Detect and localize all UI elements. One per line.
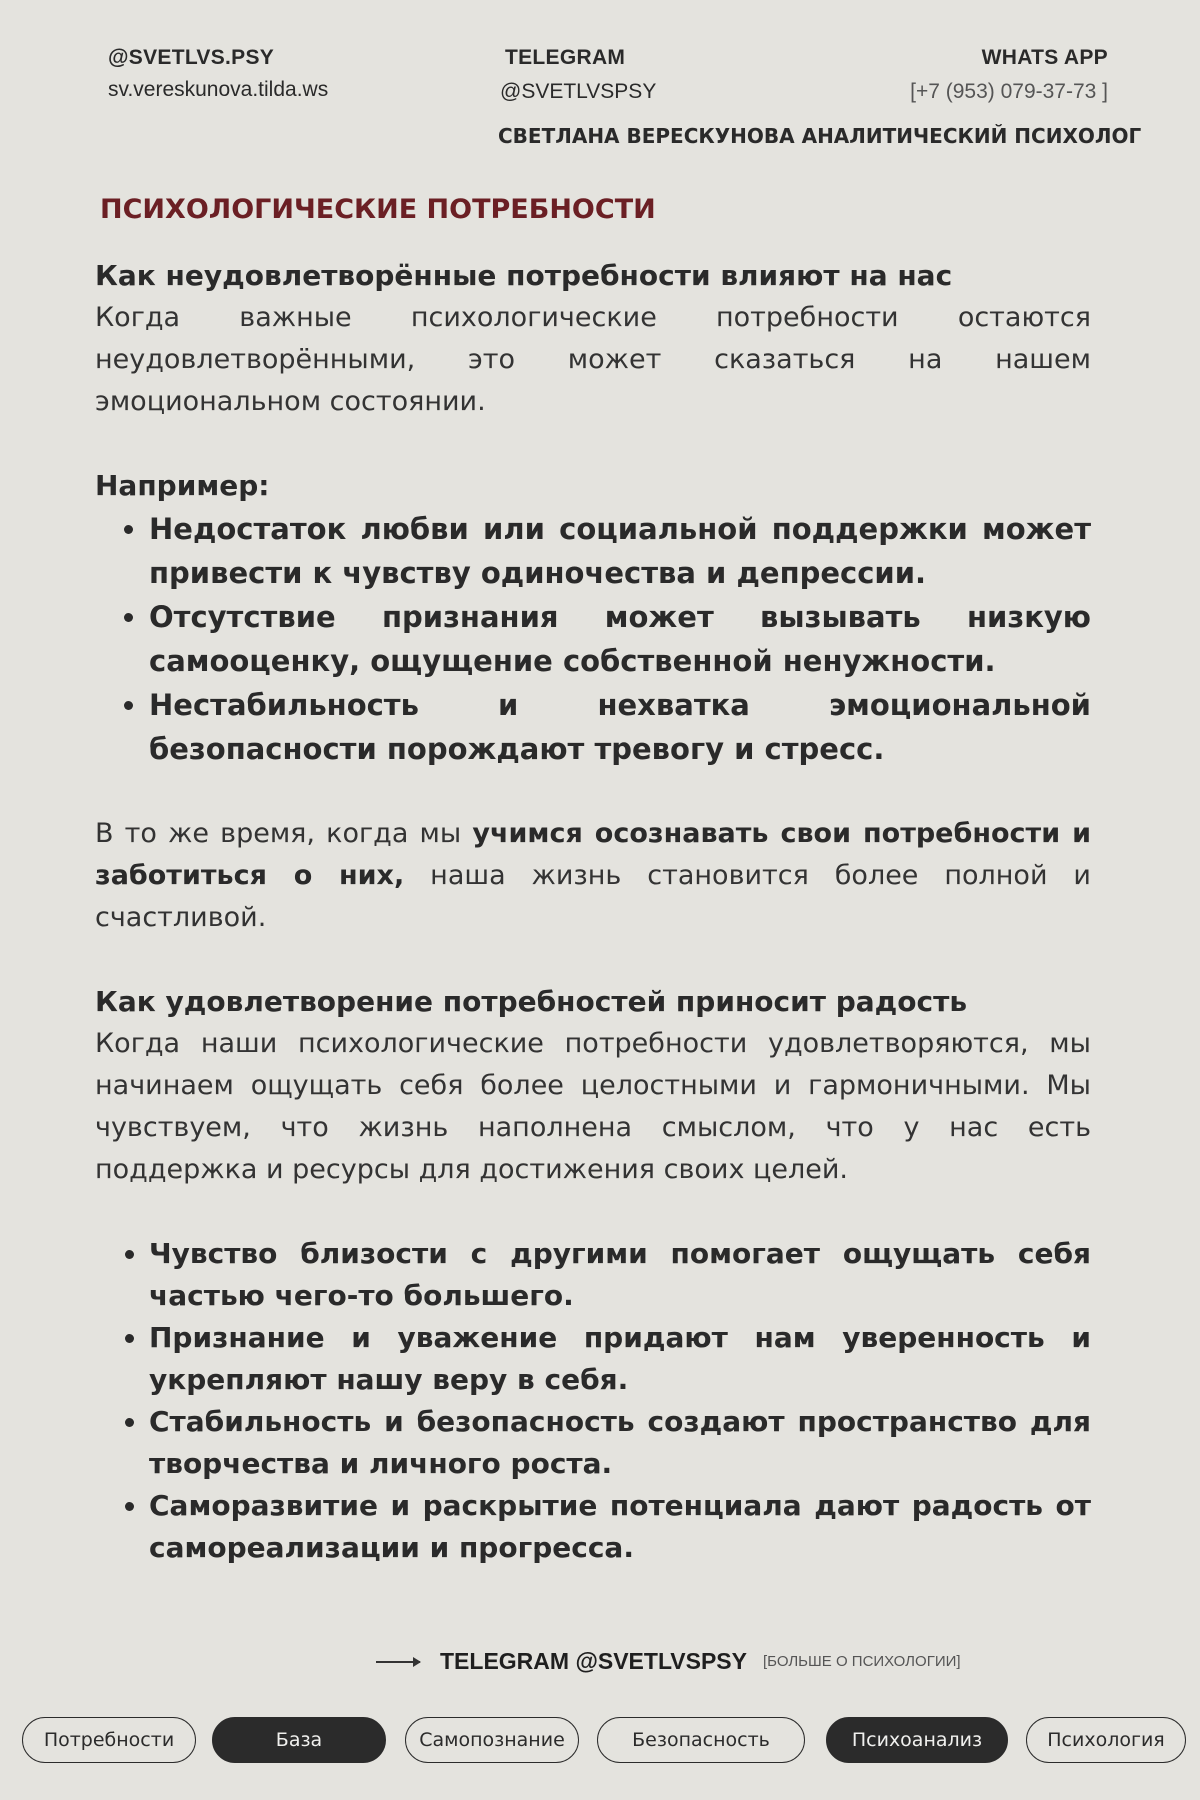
- paragraph-satisfied-needs: Когда наши психологические потребности удовлетворяются, мы начинаем ощущать себя более целостными и гармоничными. Мы чувствуем, что жизнь наполнена смыслом, что у нас есть поддержка и ресурсы для достижения своих целей.: [95, 1028, 1091, 1185]
- cta-subtitle: [БОЛЬШЕ О ПСИХОЛОГИИ]: [763, 1653, 961, 1670]
- tag-safety[interactable]: Безопасность: [597, 1717, 805, 1763]
- website-link[interactable]: sv.vereskunova.tilda.ws: [108, 78, 329, 101]
- whatsapp-label: WHATS APP: [981, 46, 1108, 69]
- list-item: • Нестабильность и нехватка эмоциональной безопасности порождают тревогу и стресс.: [149, 683, 1091, 771]
- tag-self-knowledge[interactable]: Самопознание: [405, 1717, 579, 1763]
- list-item: • Недостаток любви или социальной поддержки может привести к чувству одиночества и депрессии.: [149, 507, 1091, 595]
- heading-satisfied-needs: Как удовлетворение потребностей приносит радость: [95, 985, 968, 1018]
- tag-needs[interactable]: Потребности: [22, 1717, 196, 1763]
- list-item: • Признание и уважение придают нам уверенность и укрепляют нашу веру в себя.: [149, 1317, 1091, 1401]
- telegram-cta[interactable]: [376, 1648, 961, 1675]
- list-item: • Стабильность и безопасность создают пространство для творчества и личного роста.: [149, 1401, 1091, 1485]
- instagram-handle[interactable]: @SVETLVS.PSY: [108, 46, 275, 69]
- satisfied-needs-list: [95, 1233, 1091, 1569]
- article-body: [95, 255, 1091, 1569]
- heading-unmet-needs: Как неудовлетворённые потребности влияют на нас: [95, 259, 953, 292]
- telegram-label: TELEGRAM: [505, 46, 626, 69]
- unmet-needs-list: [95, 507, 1091, 771]
- text-run: наша жизнь становится более полной и счастливой.: [95, 860, 1091, 933]
- list-item: • Чувство близости с другими помогает ощущать себя частью чего-то большего.: [149, 1233, 1091, 1317]
- tag-basics[interactable]: База: [212, 1717, 386, 1763]
- section-title: ПСИХОЛОГИЧЕСКИЕ ПОТРЕБНОСТИ: [100, 194, 656, 225]
- telegram-handle[interactable]: @SVETLVSPSY: [500, 80, 657, 103]
- header-contact-whatsapp: [910, 46, 1108, 104]
- emphasis: учимся осознавать свои потребности и заботиться о них,: [95, 818, 1092, 891]
- cta-telegram-handle[interactable]: TELEGRAM @SVETLVSPSY: [440, 1648, 747, 1674]
- tag-psychology[interactable]: Психология: [1026, 1717, 1186, 1763]
- list-item: • Саморазвитие и раскрытие потенциала дают радость от самореализации и прогресса.: [149, 1485, 1091, 1569]
- author-tagline: СВЕТЛАНА ВЕРЕСКУНОВА АНАЛИТИЧЕСКИЙ ПСИХОЛОГ: [498, 124, 1142, 148]
- arrow-right-icon: [376, 1661, 420, 1663]
- header-contact-instagram: [108, 46, 328, 102]
- paragraph-self-care: [95, 813, 1091, 939]
- example-label: Например:: [95, 469, 270, 502]
- paragraph-unmet-needs: Когда важные психологические потребности остаются неудовлетворёнными, это может сказаться на нашем эмоциональном состоянии.: [95, 302, 1091, 417]
- text-run: В то же время, когда мы: [95, 818, 473, 849]
- list-item: • Отсутствие признания может вызывать низкую самооценку, ощущение собственной ненужности.: [149, 595, 1091, 683]
- header-contact-telegram: [500, 46, 656, 104]
- tag-psychoanalysis[interactable]: Психоанализ: [826, 1717, 1008, 1763]
- whatsapp-phone[interactable]: [+7 (953) 079-37-73 ]: [910, 80, 1108, 103]
